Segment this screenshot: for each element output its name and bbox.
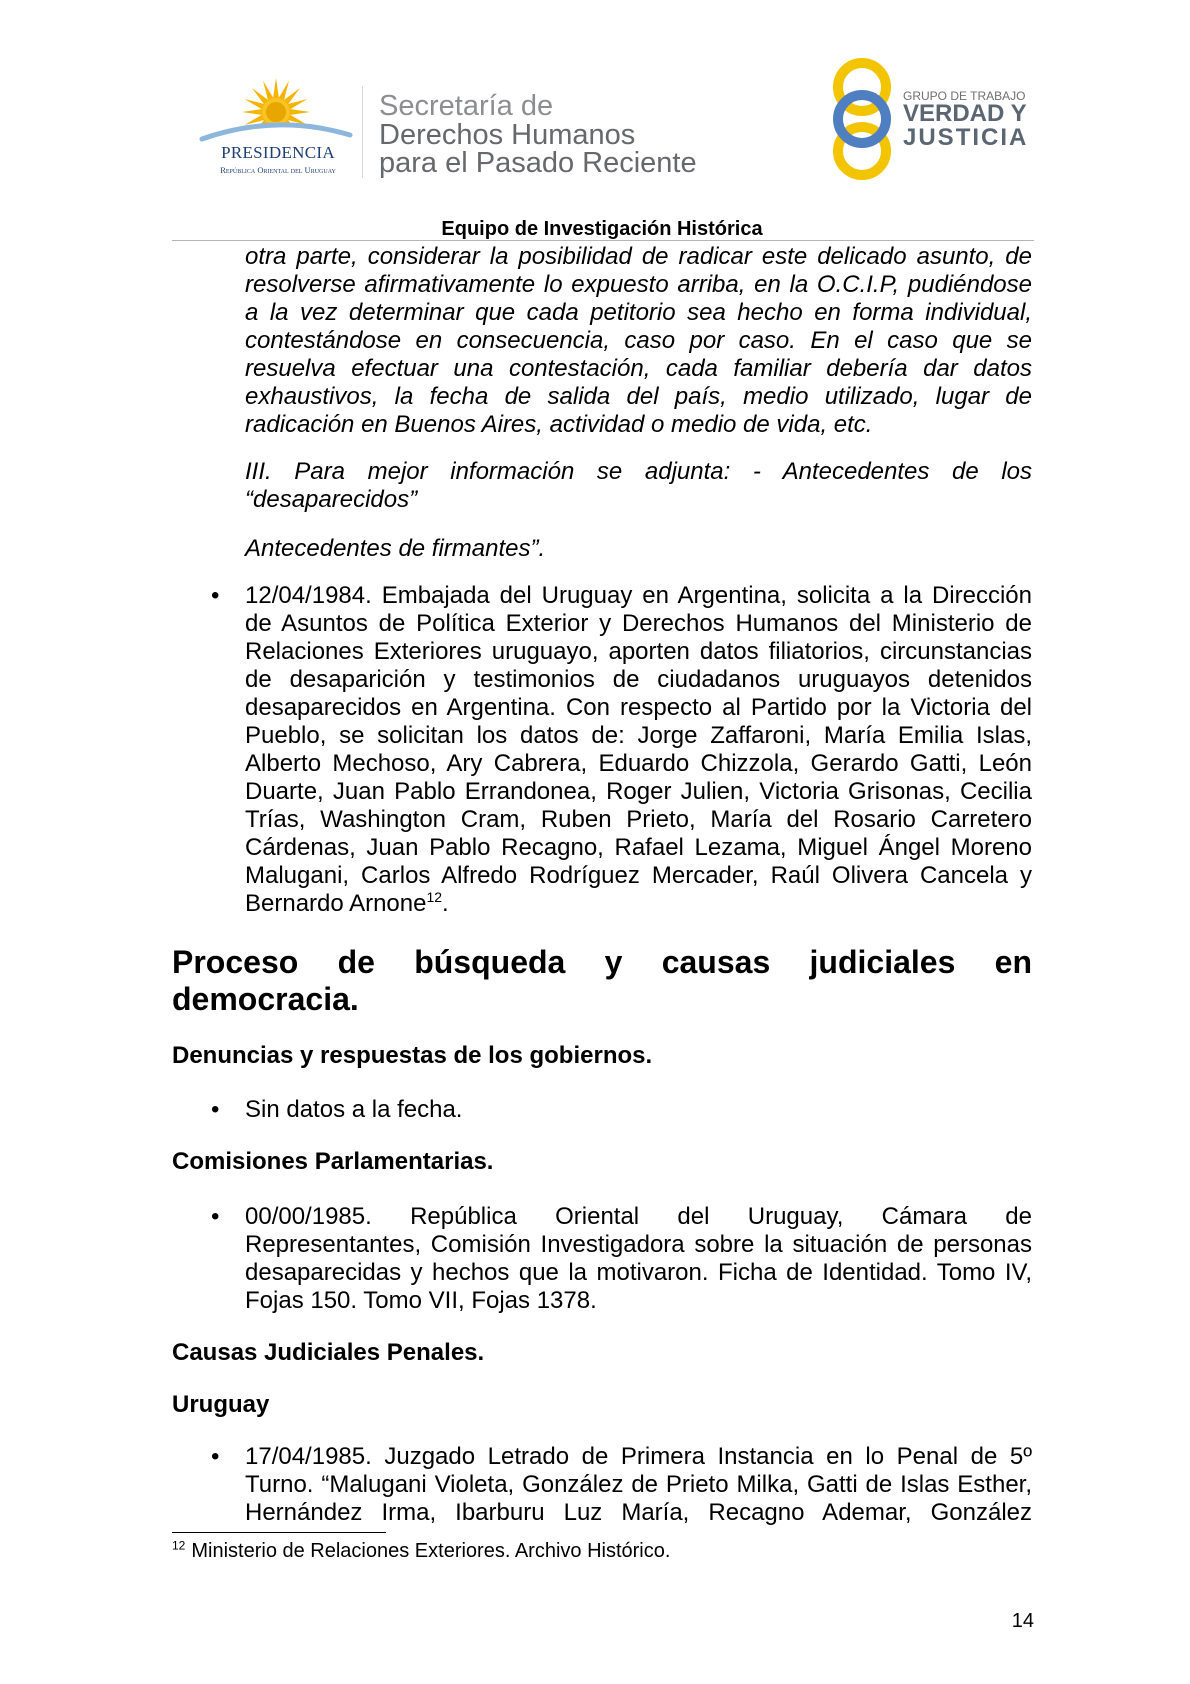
text-line: “desaparecidos” (245, 486, 418, 513)
presidencia-subtitle: República Oriental del Uruguay (220, 165, 336, 175)
text-line: 17/04/1985. Juzgado Letrado de Primera Instancia en lo Penal de 5º (245, 1443, 1032, 1470)
text-line: Sin datos a la fecha. (245, 1096, 463, 1123)
text-line: 12/04/1984. Embajada del Uruguay en Argentina, solicita a la Dirección (245, 582, 1032, 609)
subsection-title-comisiones: Comisiones Parlamentarias. (172, 1148, 494, 1175)
presidencia-label: PRESIDENCIA (221, 143, 335, 162)
grupo-label: GRUPO DE TRABAJO (903, 89, 1026, 103)
text-line: 00/00/1985. República Oriental del Uruguay, Cámara de (245, 1203, 1032, 1230)
text-line: Antecedentes de firmantes”. (245, 535, 546, 562)
secretaria-line-3: para el Pasado Reciente (379, 147, 697, 179)
heading-line: Proceso de búsqueda y causas judiciales en (172, 944, 1032, 980)
footnote-text: Ministerio de Relaciones Exteriores. Archivo Histórico. (191, 1540, 671, 1562)
heading-line: democracia. (172, 981, 359, 1017)
text-line: Representantes, Comisión Investigadora sobre la situación de personas (245, 1231, 1032, 1258)
text-line: otra parte, considerar la posibilidad de radicar este delicado asunto, de (245, 243, 1032, 270)
text-line: Hernández Irma, Ibarburu Luz María, Recagno Ademar, González (245, 1499, 1032, 1526)
text-line (245, 890, 1032, 918)
header-divider (362, 86, 363, 178)
bullet-item-1985 (245, 1203, 1032, 1315)
text-line: III. Para mejor información se adjunta: - Antecedentes de los (245, 458, 1032, 485)
bullet-item-1984 (245, 582, 1032, 918)
text-line: Pueblo, se solicitan los datos de: Jorge Zaffaroni, María Emilia Islas, (245, 722, 1032, 749)
text-line: Cárdenas, Juan Pablo Recagno, Rafael Lezama, Miguel Ángel Moreno (245, 834, 1032, 861)
quote-closing-paragraph (245, 535, 1032, 563)
text-line: exhaustivos, la fecha de salida del país, medio utilizado, lugar de (245, 383, 1032, 410)
subsection-title-uruguay: Uruguay (172, 1391, 270, 1418)
text-line: contestándose en consecuencia, caso por caso. En el caso que se (245, 327, 1032, 354)
bullet-marker: • (211, 582, 220, 609)
quote-paragraph (245, 243, 1032, 439)
presidencia-sun-logo (196, 76, 360, 148)
verdad-justicia-rings-logo (822, 57, 902, 183)
text-line: Alberto Mechoso, Ary Cabrera, Eduardo Chizzola, Gerardo Gatti, León (245, 750, 1032, 777)
grupo-verdad: VERDAD Y (903, 100, 1027, 127)
text-line: Duarte, Juan Pablo Errandonea, Roger Julien, Victoria Grisonas, Cecilia (245, 778, 1032, 805)
text-line: Turno. “Malugani Violeta, González de Prieto Milka, Gatti de Islas Esther, (245, 1471, 1032, 1498)
text-line: a la vez determinar que cada petitorio sea hecho en forma individual, (245, 299, 1032, 326)
text-line: Trías, Washington Cram, Ruben Prieto, María del Rosario Carretero (245, 806, 1032, 833)
bullet-item-denuncias (245, 1096, 1032, 1124)
footnote (172, 1540, 670, 1563)
secretaria-line-2: Derechos Humanos (379, 118, 636, 151)
quote-attachments-paragraph (245, 458, 1032, 514)
bullet-marker: • (211, 1203, 220, 1230)
section-heading (172, 944, 1032, 1018)
text-line: Relaciones Exteriores uruguayo, aporten datos filiatorios, circunstancias (245, 638, 1032, 665)
text-line: desaparecidos en Argentina. Con respecto al Partido por la Victoria del (245, 694, 1032, 721)
bullet-item-17-04-1985 (245, 1443, 1032, 1527)
text-line: Fojas 150. Tomo VII, Fojas 1378. (245, 1287, 597, 1314)
text-line: resuelva efectuar una contestación, cada familiar debería dar datos (245, 355, 1032, 382)
text-fragment: Bernardo Arnone (245, 890, 427, 917)
secretaria-title (379, 92, 697, 178)
text-line: de desaparición y testimonios de ciudadanos uruguayos detenidos (245, 666, 1032, 693)
footnote-reference: 12 (426, 889, 443, 905)
grupo-justicia: JUSTICIA (903, 124, 1029, 151)
bullet-marker: • (211, 1443, 220, 1470)
text-fragment: . (442, 890, 449, 917)
bullet-marker: • (211, 1096, 220, 1123)
header-rule (172, 240, 1034, 241)
page-number: 14 (1011, 1610, 1034, 1632)
text-line: resolverse afirmativamente lo expuesto arriba, en la O.C.I.P, pudiéndose (245, 271, 1032, 298)
subsection-title-denuncias: Denuncias y respuestas de los gobiernos. (172, 1042, 653, 1069)
text-line: radicación en Buenos Aires, actividad o medio de vida, etc. (245, 411, 873, 438)
footnote-number: 12 (172, 1538, 186, 1553)
subsection-title-causas: Causas Judiciales Penales. (172, 1339, 485, 1366)
text-line: desaparecidas y hechos que la motivaron. Ficha de Identidad. Tomo IV, (245, 1259, 1032, 1286)
text-line: de Asuntos de Política Exterior y Derechos Humanos del Ministerio de (245, 610, 1032, 637)
text-line: Malugani, Carlos Alfredo Rodríguez Mercader, Raúl Olivera Cancela y (245, 862, 1032, 889)
running-header-title: Equipo de Investigación Histórica (441, 218, 763, 240)
secretaria-line-1: Secretaría de (379, 90, 554, 122)
footnote-separator (172, 1532, 386, 1533)
